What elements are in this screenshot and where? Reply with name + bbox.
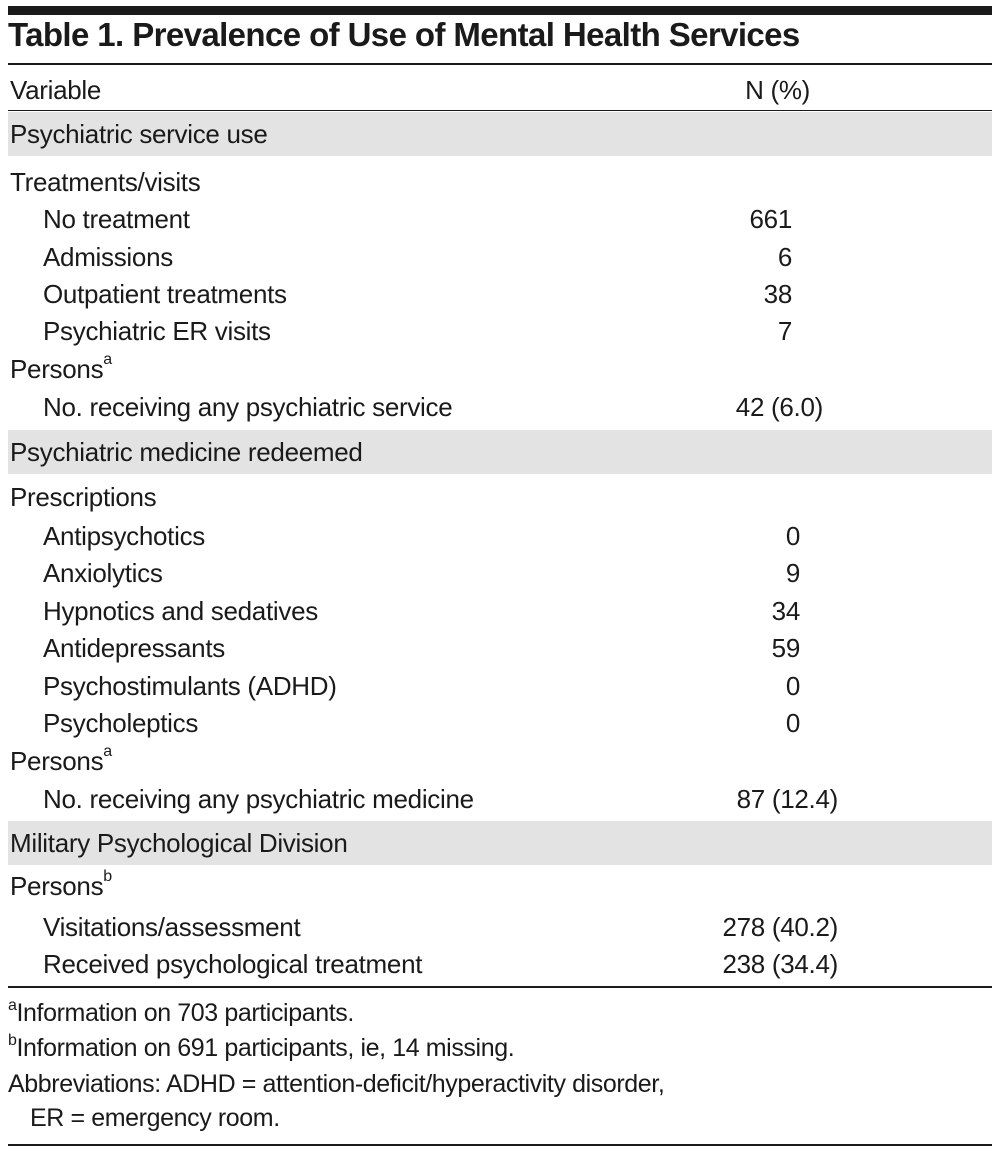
table-row (8, 200, 992, 238)
row-label: Prescriptions (10, 482, 157, 512)
row-label: Antidepressants (43, 633, 225, 663)
table-row (8, 275, 992, 313)
table-row (8, 908, 992, 946)
row-label: No. receiving any psychiatric medicine (43, 784, 474, 814)
row-value: 7 (777, 316, 792, 346)
table-row (8, 704, 992, 742)
row-label: Anxiolytics (43, 558, 163, 588)
row-value: 0 (785, 521, 800, 551)
table-row (8, 867, 992, 905)
row-label-text: Persons (10, 354, 104, 384)
section-heading (8, 821, 992, 865)
header-value: N (%) (745, 75, 810, 105)
table-row (8, 592, 992, 630)
row-value: 0 (785, 671, 800, 701)
row-label: Psycholeptics (43, 708, 199, 738)
row-value: 0 (785, 708, 800, 738)
footnote-b (8, 1031, 514, 1066)
title-rule (8, 63, 992, 65)
table-row (8, 238, 992, 276)
table-row (8, 780, 992, 818)
row-label: Hypnotics and sedatives (43, 596, 318, 626)
table-row (8, 163, 992, 201)
row-label: Treatments/visits (10, 167, 201, 197)
row-value: 42 (6.0) (735, 392, 823, 422)
row-label: Psychiatric ER visits (43, 316, 271, 346)
row-value: 59 (771, 633, 800, 663)
header-variable: Variable (10, 75, 102, 105)
section-heading-label: Psychiatric service use (10, 119, 268, 149)
footnote-marker: a (8, 997, 17, 1014)
row-label: Received psychological treatment (43, 949, 423, 979)
row-value: 6 (777, 242, 792, 272)
row-label: Admissions (43, 242, 173, 272)
table-row (8, 629, 992, 667)
row-value: 661 (749, 204, 792, 234)
table-row (8, 517, 992, 555)
footnote-a (8, 996, 354, 1031)
table-row (8, 945, 992, 983)
row-label: Antipsychotics (43, 521, 205, 551)
footnote-text: Information on 703 participants. (16, 999, 354, 1027)
abbreviations-line-2: ER = emergency room. (30, 1104, 280, 1132)
table-row (8, 350, 992, 388)
row-label: No. receiving any psychiatric service (43, 392, 453, 422)
row-label-text: Persons (10, 746, 104, 776)
table-title: Table 1. Prevalence of Use of Mental Health Services (8, 16, 800, 53)
row-value: 87 (12.4) (736, 784, 838, 814)
row-label: Psychostimulants (ADHD) (43, 671, 337, 701)
table-row (8, 667, 992, 705)
table-row (8, 478, 992, 516)
row-label-text: Persons (10, 871, 104, 901)
section-heading (8, 430, 992, 474)
row-label: Visitations/assessment (43, 912, 301, 942)
section-heading-label: Psychiatric medicine redeemed (10, 437, 363, 467)
top-thick-rule (8, 6, 992, 15)
row-value: 278 (40.2) (722, 912, 838, 942)
section-heading-label: Military Psychological Division (10, 828, 348, 858)
row-label (10, 742, 112, 780)
row-label (10, 867, 112, 905)
section-heading (8, 112, 992, 156)
bottom-rule (8, 1144, 992, 1146)
footnote-marker: b (103, 868, 112, 885)
header-row (8, 71, 992, 109)
row-label: No treatment (43, 204, 190, 234)
row-label: Outpatient treatments (43, 279, 287, 309)
table-row (8, 554, 992, 592)
table-row (8, 742, 992, 780)
footnote-marker: b (8, 1032, 17, 1049)
row-value: 34 (771, 596, 800, 626)
footnote-marker: a (103, 743, 112, 760)
row-label (10, 350, 112, 388)
footnote-text: Information on 691 participants, ie, 14 missing. (16, 1034, 515, 1062)
row-value: 9 (785, 558, 800, 588)
table-row (8, 388, 992, 426)
row-value: 38 (763, 279, 792, 309)
abbreviations-line-1: Abbreviations: ADHD = attention-deficit/hyperactivity disorder, (8, 1070, 665, 1098)
table-row (8, 312, 992, 350)
header-rule (8, 110, 992, 111)
footnote-marker: a (103, 351, 112, 368)
row-value: 238 (34.4) (722, 949, 838, 979)
table-bottom-rule (8, 986, 992, 988)
